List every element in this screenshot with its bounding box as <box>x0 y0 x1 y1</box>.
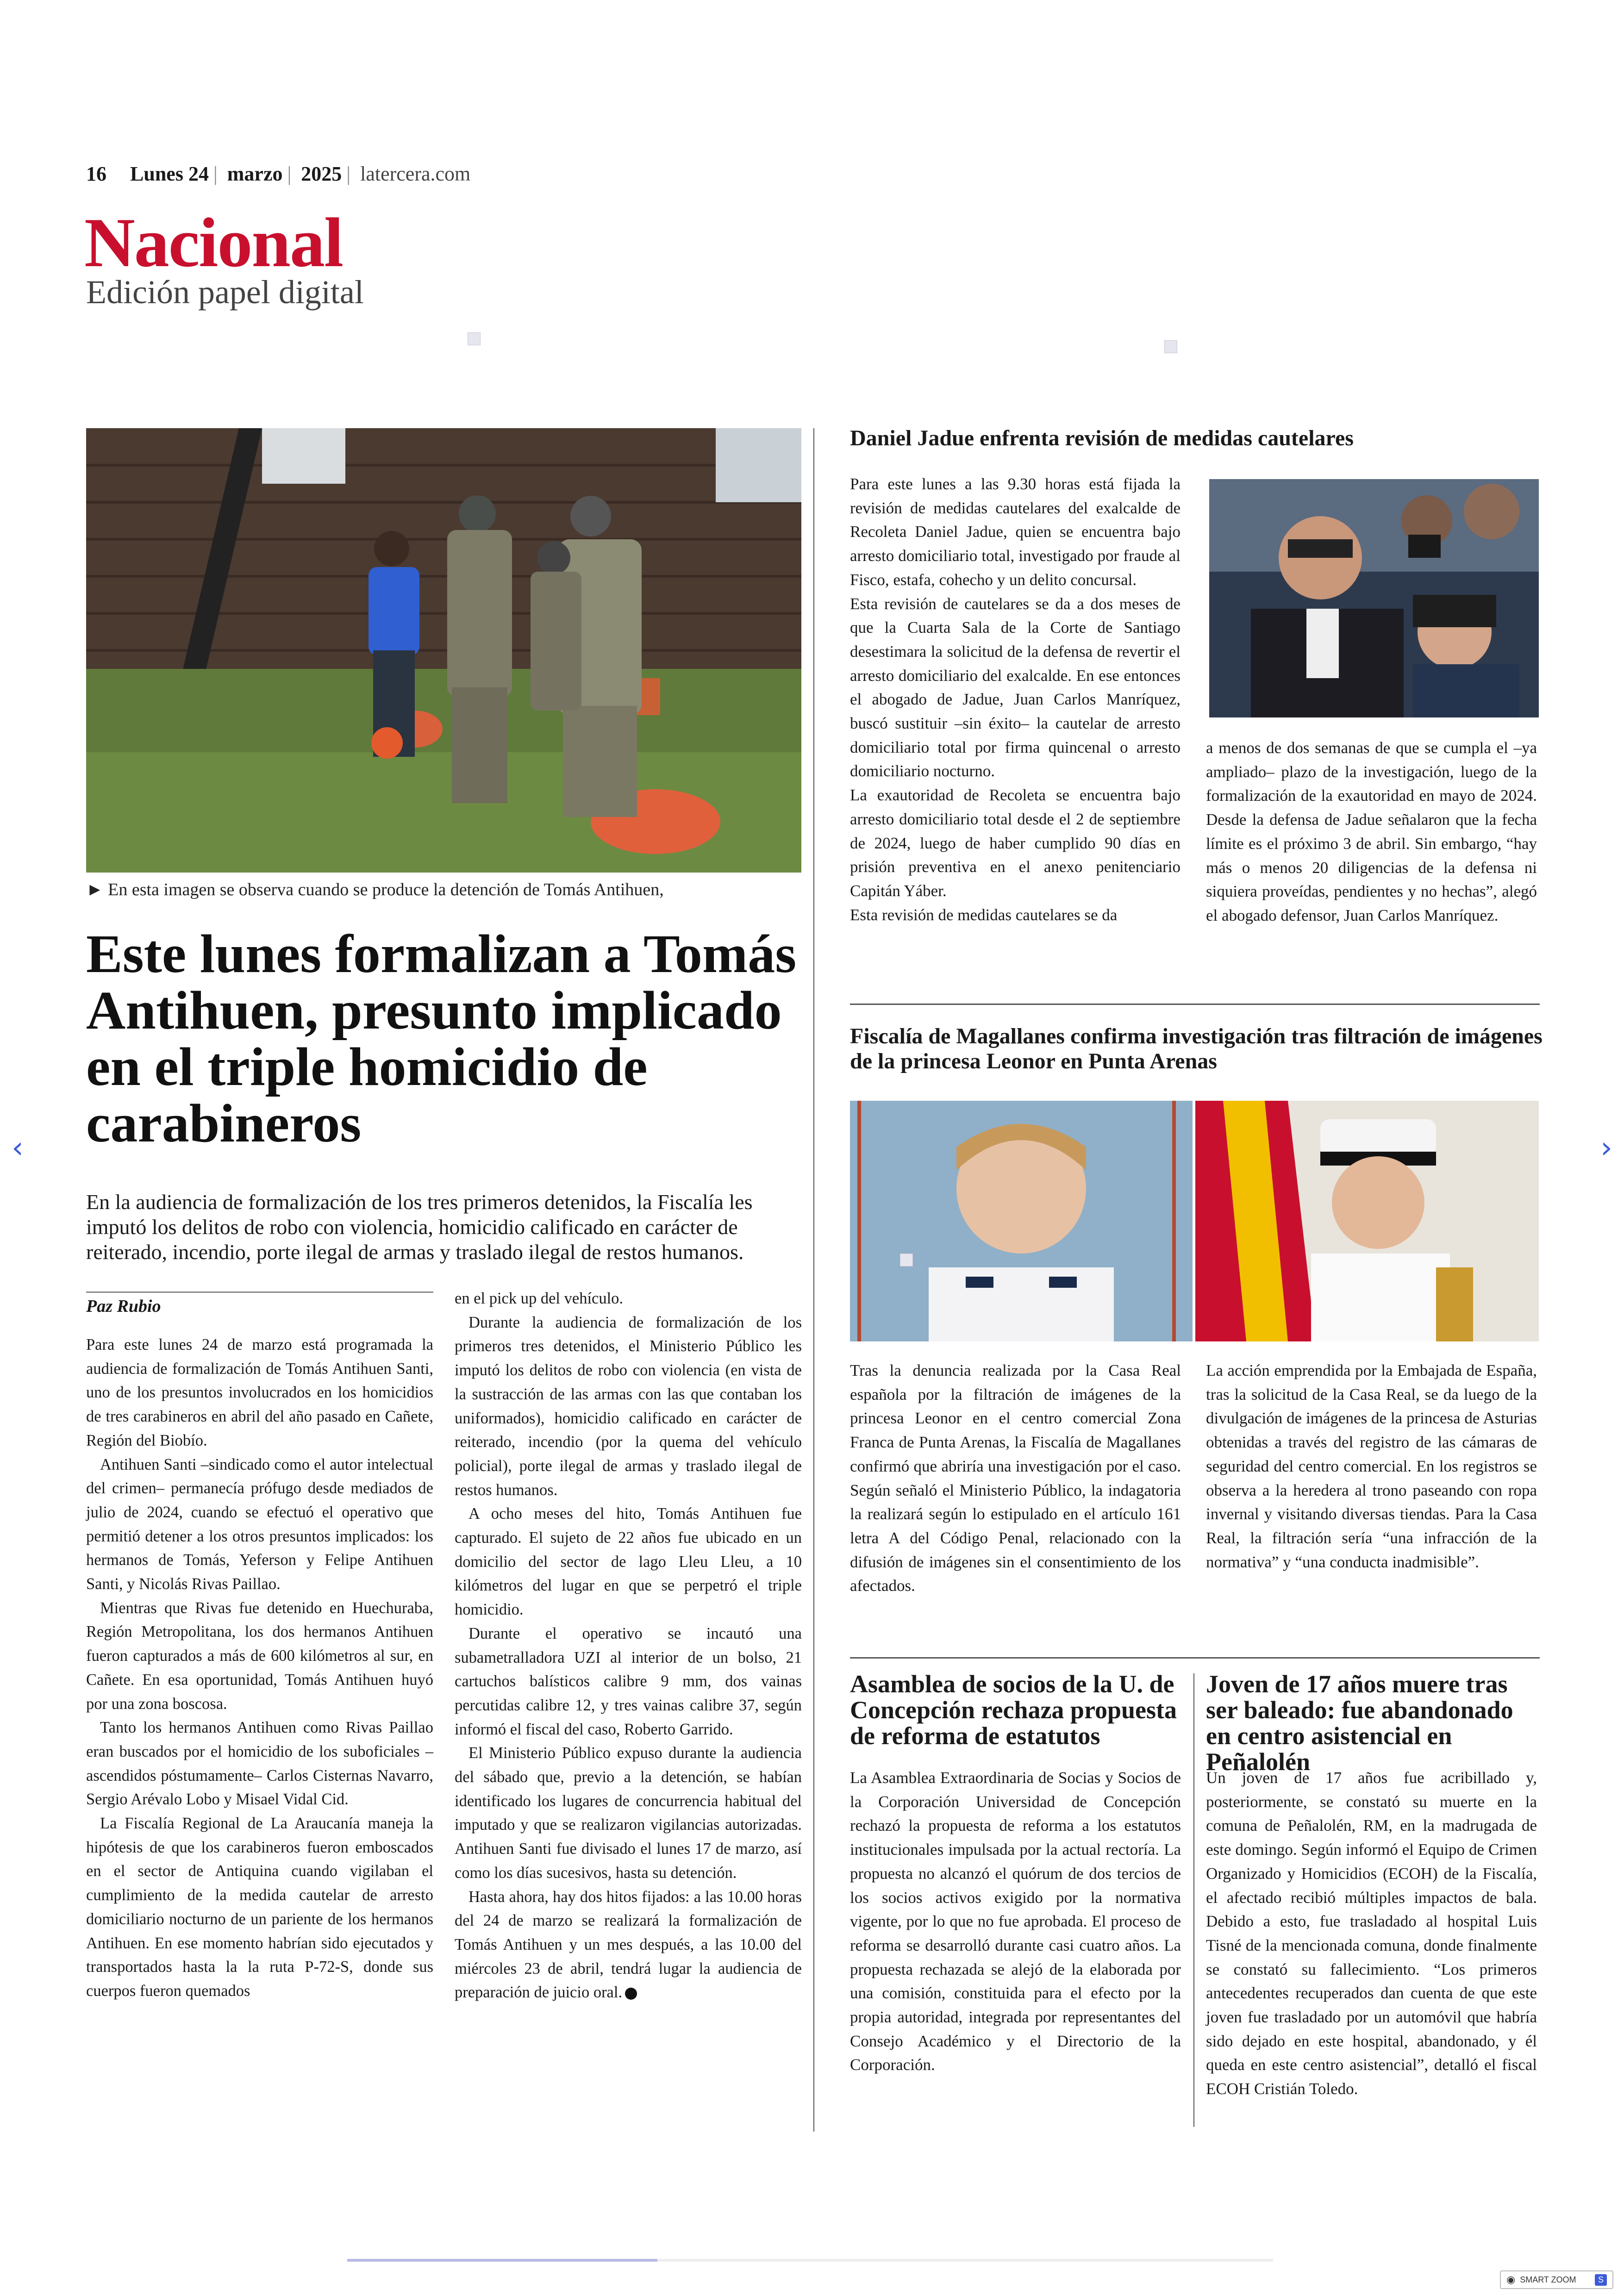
paragraph: Mientras que Rivas fue detenido en Huechuraba, Región Metropolitana, los dos hermanos Antihuen fueron capturados a más de 600 kilómetros al sur, en Cañete. En esa oportunidad, Tomás Antihuen huyó por una zona boscosa. <box>86 1599 433 1713</box>
paragraph: Antihuen Santi –sindicado como el autor intelectual del crimen– permanecía prófugo desde mediados de julio de 2024, cuando se efectuó el operativo que permitió detener a los otros presuntos implicados: los hermanos de Tomás, Yeferson y Felipe Antihuen Santi, y Nicolás Rivas Paillao. <box>86 1455 433 1593</box>
leonor-photo-right <box>1195 1101 1539 1341</box>
paragraph: Esta revisión de medidas cautelares se da <box>850 905 1118 924</box>
paragraph: Durante la audiencia de formalización de los primeros tres detenidos, el Ministerio Público les imputó los delitos de robo con violencia (en vista de la sustracción de las armas con las que contaban los uniformados), homicidio calificado en carácter de reiterado, incendio (por la quema del vehículo policial), porte ilegal de armas y traslado ilegal de restos humanos. <box>455 1313 802 1499</box>
section-subtitle: Edición papel digital <box>86 274 364 311</box>
smart-zoom-badge: S <box>1595 2274 1607 2286</box>
header-year: 2025 <box>301 162 342 185</box>
byline-rule <box>86 1291 433 1293</box>
leonor-photo-left <box>850 1101 1193 1341</box>
next-page-chevron-right-icon[interactable]: › <box>1600 1131 1612 1165</box>
header-separator: | <box>346 162 351 185</box>
header-separator: | <box>213 162 218 185</box>
main-headline: Este lunes formalizan a Tomás Antihuen, presunto implicado en el triple homicidio de carabineros <box>86 923 797 1154</box>
paragraph: Tanto los hermanos Antihuen como Rivas Paillao eran buscados por el homicidio de los suboficiales –ascendidos póstumamente– Carlos Cisternas Navarro, Sergio Arévalo Lobo y Misael Vidal Cid. <box>86 1719 433 1809</box>
paragraph: Para este lunes 24 de marzo está programada la audiencia de formalización de Tomás Antihuen Santi, uno de los presuntos involucrados en los homicidios de tres carabineros en abril del año pasado en Cañete, Región del Biobío. <box>86 1336 433 1449</box>
paragraph: Durante el operativo se incautó una subametralladora UZI al interior de un bolso, 21 cartuchos balísticos calibre 9 mm, dos vainas percutidas calibre 12, y tres vainas calibre 37, según informó el fiscal del caso, Roberto Garrido. <box>455 1624 802 1738</box>
header-site: latercera.com <box>360 162 471 185</box>
jadue-column-2 <box>1206 736 1537 928</box>
paragraph: La Fiscalía Regional de La Araucanía maneja la hipótesis de que los carabineros fueron emboscados en el sector de Antiquina cuando vigilaban el cumplimiento de la medida cautelar de arresto domiciliario nocturno de un pariente de los hermanos Antihuen. En ese momento habrían sido ejecutados y transportados hasta la la ruta P-72-S, donde sus cuerpos fueron quemados <box>86 1815 433 2000</box>
page-header <box>86 162 470 186</box>
previous-page-chevron-left-icon[interactable]: ‹ <box>12 1131 24 1165</box>
smart-zoom-button[interactable] <box>1500 2270 1613 2289</box>
leonor-column-2: La acción emprendida por la Embajada de España, tras la solicitud de la Casa Real, se da luego de la divulgación de imágenes de la princesa de Asturias obtenidas a través del registro de las cámaras de seguridad del centro comercial. En los registros se observa a la heredera al trono paseando con ropa invernal y visitando diversas tiendas. Para la Casa Real, la filtración sería “una infracción de la normativa” y “una conducta inadmisible”. <box>1206 1361 1537 1571</box>
jadue-photo <box>1209 479 1539 717</box>
jadue-column-1 <box>850 472 1181 927</box>
column-divider <box>1193 1673 1194 2127</box>
header-month: marzo <box>227 162 283 185</box>
end-of-article-icon <box>625 1988 637 2000</box>
ad-placeholder-icon <box>468 332 481 345</box>
main-story-column-2 <box>455 1287 802 2005</box>
leonor-column-1: Tras la denuncia realizada por la Casa Real española por la filtración de imágenes de la princesa Leonor en el centro comercial Zona Franca de Punta Arenas, la Fiscalía de Magallanes confirmó que abriría una investigación por el caso. Según señaló el Ministerio Público, la indagatoria la realizará según lo estipulado en el artículo 161 letra A del Código Penal, relacionado con la difusión de imágenes sin el consentimiento de los afectados. <box>850 1361 1181 1595</box>
header-day: Lunes 24 <box>130 162 209 185</box>
penalolen-body: Un joven de 17 años fue acribillado y, posteriormente, se constató su muerte en la comuna de Peñalolén, RM, en la madrugada de este domingo. Según informó el Equipo de Crimen Organizado y Homicidios (ECOH) de la Fiscalía, el afectado recibió múltiples impactos de bala. Debido a esto, fue trasladado al hospital Luis Tisné de la mencionada comuna, donde finalmente se constató su fallecimiento. “Los primeros antecedentes recuperados dan cuenta de que este joven fue trasladado por un automóvil que habría sido dejado en este hospital, abandonado, y él queda en este centro asistencial”, detalló el fiscal ECOH Cristián Toledo. <box>1206 1769 1537 2098</box>
smart-zoom-label: SMART ZOOM <box>1520 2275 1576 2284</box>
story-divider <box>850 1657 1540 1659</box>
main-photo-caption: ► En esta imagen se observa cuando se produce la detención de Tomás Antihuen, <box>86 880 664 899</box>
paragraph: El Ministerio Público expuso durante la audiencia del sábado que, previo a la detención, se habían identificado los lugares de concurrencia habitual del imputado y que se realizaron vigilancias autorizadas. Antihuen Santi fue divisado el lunes 17 de marzo, así como los días sucesivos, hasta su detención. <box>455 1744 802 1882</box>
main-photo-detention <box>86 428 801 873</box>
column-divider <box>813 428 814 2132</box>
main-lede: En la audiencia de formalización de los tres primeros detenidos, la Fiscalía les imputó los delitos de robo con violencia, homicidio calificado en carácter de reiterado, incendio, porte ilegal de armas y traslado ilegal de restos humanos. <box>86 1190 753 1264</box>
paragraph: La exautoridad de Recoleta se encuentra bajo arresto domiciliario total desde el 2 de septiembre de 2024, luego de haber cumplido 90 días en prisión preventiva en el anexo penitenciario Capitán Yáber. <box>850 786 1181 900</box>
paragraph: a menos de dos semanas de que se cumpla el –ya ampliado– plazo de la investigación, luego de la formalización de la exautoridad en mayo de 2024. Desde la defensa de Jadue señalaron que la fecha límite es el próximo 3 de abril. Sin embargo, “hay más o menos 20 diligencias de la defensa ni siquiera proveídas, pendientes y no hechas”, alegó el abogado defensor, Juan Carlos Manríquez. <box>1206 739 1537 924</box>
main-story-column-1 <box>86 1333 433 2003</box>
section-title: Nacional <box>84 204 343 281</box>
page-progress-fill <box>347 2259 657 2262</box>
jadue-headline: Daniel Jadue enfrenta revisión de medidas cautelares <box>850 426 1354 450</box>
paragraph: A ocho meses del hito, Tomás Antihuen fue capturado. El sujeto de 22 años fue ubicado en un domicilio del sector de lago Lleu Lleu, a 10 kilómetros del lugar en que se perpetró el triple homicidio. <box>455 1505 802 1619</box>
penalolen-headline: Joven de 17 años muere tras ser baleado: fue abandonado en centro asistencial en Peñalolén <box>1206 1670 1513 1776</box>
paragraph: Para este lunes a las 9.30 horas está fijada la revisión de medidas cautelares del exalcalde de Recoleta Daniel Jadue, quien se encuentra bajo arresto domiciliario total, investigado por fraude al Fisco, estafa, cohecho y un delito concursal. <box>850 475 1181 589</box>
story-divider <box>850 1004 1540 1005</box>
photo-zoom-icon[interactable] <box>900 1254 913 1266</box>
leonor-headline: Fiscalía de Magallanes confirma investigación tras filtración de imágenes de la princesa Leonor en Punta Arenas <box>850 1024 1543 1073</box>
paragraph: Esta revisión de cautelares se da a dos meses de que la Cuarta Sala de la Corte de Santiago desestimara la solicitud de la defensa de revertir el arresto domiciliario del exalcalde. En ese entonces el abogado de Jadue, Juan Carlos Manríquez, buscó sustituir –sin éxito– la cautelar de arresto domiciliario total por firma quincenal o arresto domiciliario nocturno. <box>850 594 1181 780</box>
udec-headline: Asamblea de socios de la U. de Concepción rechaza propuesta de reforma de estatutos <box>850 1670 1177 1750</box>
paragraph: en el pick up del vehículo. <box>455 1290 624 1307</box>
eye-icon: ◉ <box>1506 2274 1516 2285</box>
header-separator: | <box>287 162 292 185</box>
udec-body: La Asamblea Extraordinaria de Socias y Socios de la Corporación Universidad de Concepción rechazó la propuesta de reforma a los estatutos institucionales impulsada por la actual rectoría. La propuesta no alcanzó el quórum de dos tercios de los socios activos exigido por la normativa vigente, por lo que no fue aprobada. El proceso de reforma se desarrolló durante casi cuatro años. La propuesta rechazada se alejó de la elaborada por una comisión, constituida para el efecto por la propia autoridad, integrada por representantes del Consejo Académico y el Directorio de la Corporación. <box>850 1769 1181 2074</box>
ad-placeholder-icon <box>1164 340 1177 353</box>
byline: Paz Rubio <box>86 1297 161 1316</box>
page-number: 16 <box>86 162 106 185</box>
paragraph: Hasta ahora, hay dos hitos fijados: a las 10.00 horas del 24 de marzo se realizará la formalización de Tomás Antihuen y un mes después, a las 10.00 del miércoles 23 de abril, tendrá lugar la audiencia de preparación de juicio oral. <box>455 1888 802 2002</box>
